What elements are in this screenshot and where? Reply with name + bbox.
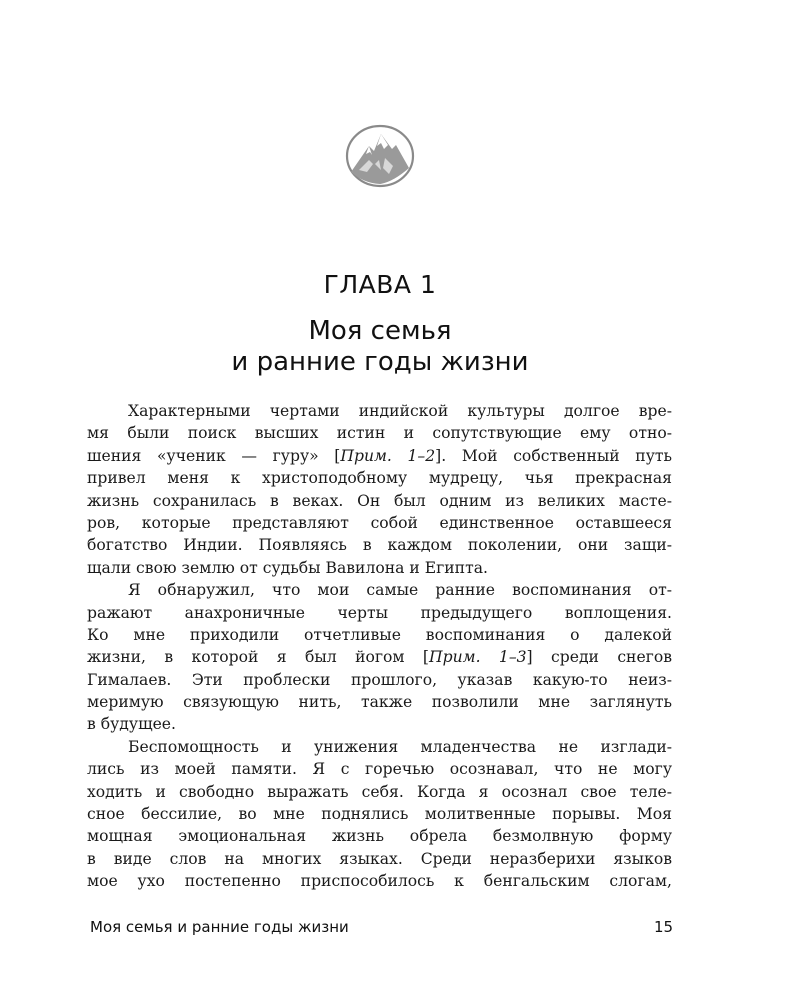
text-line: ходить и свободно выражать себя. Когда я осознал свое теле- (87, 782, 672, 801)
text-line: щали свою землю от судьбы Вавилона и Египта. (87, 558, 488, 577)
text-line: мощная эмоциональная жизнь обрела безмолвную форму (87, 827, 672, 846)
mountain-emblem-icon (345, 124, 415, 188)
text-line: лись из моей памяти. Я с горечью осознавал, что не могу (87, 760, 672, 779)
text-line: богатство Индии. Появляясь в каждом поколении, они защи- (87, 536, 672, 555)
text-line: жизнь сохранилась в веках. Он был одним из великих масте- (87, 491, 672, 510)
chapter-title (0, 316, 760, 378)
text-line: шения «ученик — гуру» [Прим. 1–2]. Мой собственный путь (87, 446, 672, 465)
text-line: Характерными чертами индийской культуры долгое вре- (128, 402, 672, 420)
text-line: жизни, в которой я был йогом [Прим. 1–3] среди снегов (87, 648, 673, 667)
chapter-label: ГЛАВА 1 (323, 270, 437, 299)
text-line: Гималаев. Эти проблески прошлого, указав какую-то неиз- (87, 670, 672, 689)
text-line: Ко мне приходили отчетливые воспоминания о далекой (87, 625, 672, 644)
text-line: в виде слов на многих языках. Среди неразберихи языков (87, 849, 672, 868)
chapter-title-line: и ранние годы жизни (231, 347, 529, 377)
text-line: привел меня к христоподобному мудрецу, чья прекрасная (87, 469, 672, 488)
text-line: Беспомощность и унижения младенчества не изглади- (128, 737, 672, 756)
chapter-title-line: Моя семья (308, 316, 452, 346)
text-line: сное бессилие, во мне поднялись молитвенные порывы. Моя (87, 805, 672, 824)
reference-marker: Прим. 1–2 (340, 446, 436, 465)
reference-marker: Прим. 1–3 (429, 648, 527, 667)
text-line: Я обнаружил, что мои самые ранние воспоминания от- (128, 581, 672, 600)
text-line: мя были поиск высших истин и сопутствующие ему отно- (87, 424, 672, 443)
text-line: ражают анахроничные черты предыдущего воплощения. (87, 603, 672, 622)
text-line: ров, которые представляют собой единственное оставшееся (87, 513, 672, 532)
body-text (87, 400, 672, 893)
text-line: в будущее. (87, 715, 176, 734)
text-line: меримую связующую нить, также позволили мне заглянуть (87, 693, 672, 712)
text-line: мое ухо постепенно приспособилось к бенгальским слогам, (87, 872, 672, 891)
page-number: 15 (654, 918, 674, 936)
running-title: Моя семья и ранние годы жизни (90, 918, 349, 936)
